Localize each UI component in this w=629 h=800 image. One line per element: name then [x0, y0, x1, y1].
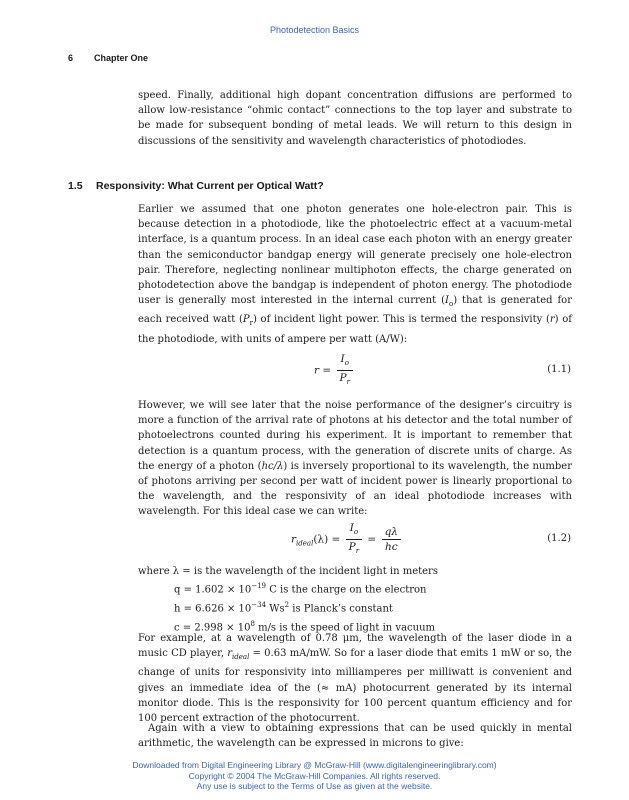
chapter-label: Chapter One: [94, 53, 149, 63]
section-title: Responsivity: What Current per Optical Watt?: [96, 180, 324, 192]
section-heading: [68, 180, 324, 192]
paragraph-noise: However, we will see later that the noise performance of the designer’s circuitry is more a function of the arrival rate of photons at his detector and the total number of photoelectrons counted during his experiment. It is important to remember that detection is a quantum process, with the generation of discrete units of charge. As the energy of a photon (hc/λ) is inversely proportional to its wavelength, the number of photons arriving per second per watt of incident power is linearly proportional to the wavelength, and the responsivity of an ideal photodiode increases with wavelength. For this ideal case we can write:: [138, 400, 573, 518]
footer-download-line[interactable]: Downloaded from Digital Engineering Library @ McGraw-Hill (www.digitalengineeringlibrary.com): [132, 760, 497, 770]
footer-copyright-line: Copyright © 2004 The McGraw-Hill Companies. All rights reserved.: [188, 770, 441, 781]
paragraph-example: For example, at a wavelength of 0.78 μm, the wavelength of the laser diode in a music CD player, $r_{ideal} = 0.63$ mA/mW. So for a laser diode that emits 1 mW or so, the change of units for responsivity into milliamperes per milliwatt is convenient and gives an immediate idea of the (≈ mA) photocurrent generated by its internal monitor diode. This is the responsivity for 100 percent quantum efficiency and for 100 percent extraction of the photocurrent.: [138, 633, 572, 725]
download-footer: [0, 760, 629, 792]
variable-definitions: [138, 565, 438, 636]
paragraph-wavelength-microns: Again with a view to obtaining expressions that can be used quickly in mental arithmetic, the wavelength can be expressed in microns to give:: [138, 723, 572, 750]
footer-terms-line[interactable]: Any use is subject to the Terms of Use as given at the website.: [196, 781, 433, 791]
definition-q: $q = 1.602 \times 10^{-19}$ C is the charge on the electron: [174, 582, 427, 596]
page-number: 6: [68, 53, 74, 63]
paragraph-intro: speed. Finally, additional high dopant concentration diffusions are performed to allow low-resistance “ohmic contact” connections to the top layer and substrate to be made for subsequent bonding of metal leads. We will return to this design in discussions of the sensitivity and wavelength characteristics of photodiodes.: [138, 90, 572, 147]
definition-c: $c = 2.998 \times 10^8$ m/s is the speed of light in vacuum: [174, 619, 435, 634]
paragraph-responsivity: Earlier we assumed that one photon generates one hole-electron pair. This is because detection in a photodiode, like the photoelectric effect at a vacuum-metal interface, is a quantum process. In an ideal case each photon with an energy greater than the semiconductor bandgap energy will generate precisely one hole-electron pair. Therefore, neglecting nonlinear multiphoton effects, the charge generated on photodetection above the bandgap is independent of photon energy. The photodiode user is generally most interested in the internal current $(I_o)$ that is generated for each received watt $(P_r)$ of incident light power. This is termed the responsivity (r) of the photodiode, with units of ampere per watt (A/W):: [138, 204, 572, 345]
definition-h: $h = 6.626 \times 10^{-34}$ Ws$^2$ is Planck’s constant: [174, 601, 393, 615]
equation-number-1-2: (1.2): [547, 533, 571, 544]
equation-1-2: $r_{ideal}(\lambda)$ = $\frac{I_o}{P_r}$ = $\frac{q\lambda}{hc}$: [291, 521, 403, 558]
definition-lambda: where λ = is the wavelength of the incident light in meters: [138, 566, 438, 577]
page-header: [68, 53, 148, 63]
running-head: Photodetection Basics: [269, 25, 360, 35]
section-number: 1.5: [68, 180, 83, 192]
equation-1-1: r = $\frac{I_o}{P_r}$: [314, 352, 355, 389]
equation-number-1-1: (1.1): [547, 364, 571, 375]
